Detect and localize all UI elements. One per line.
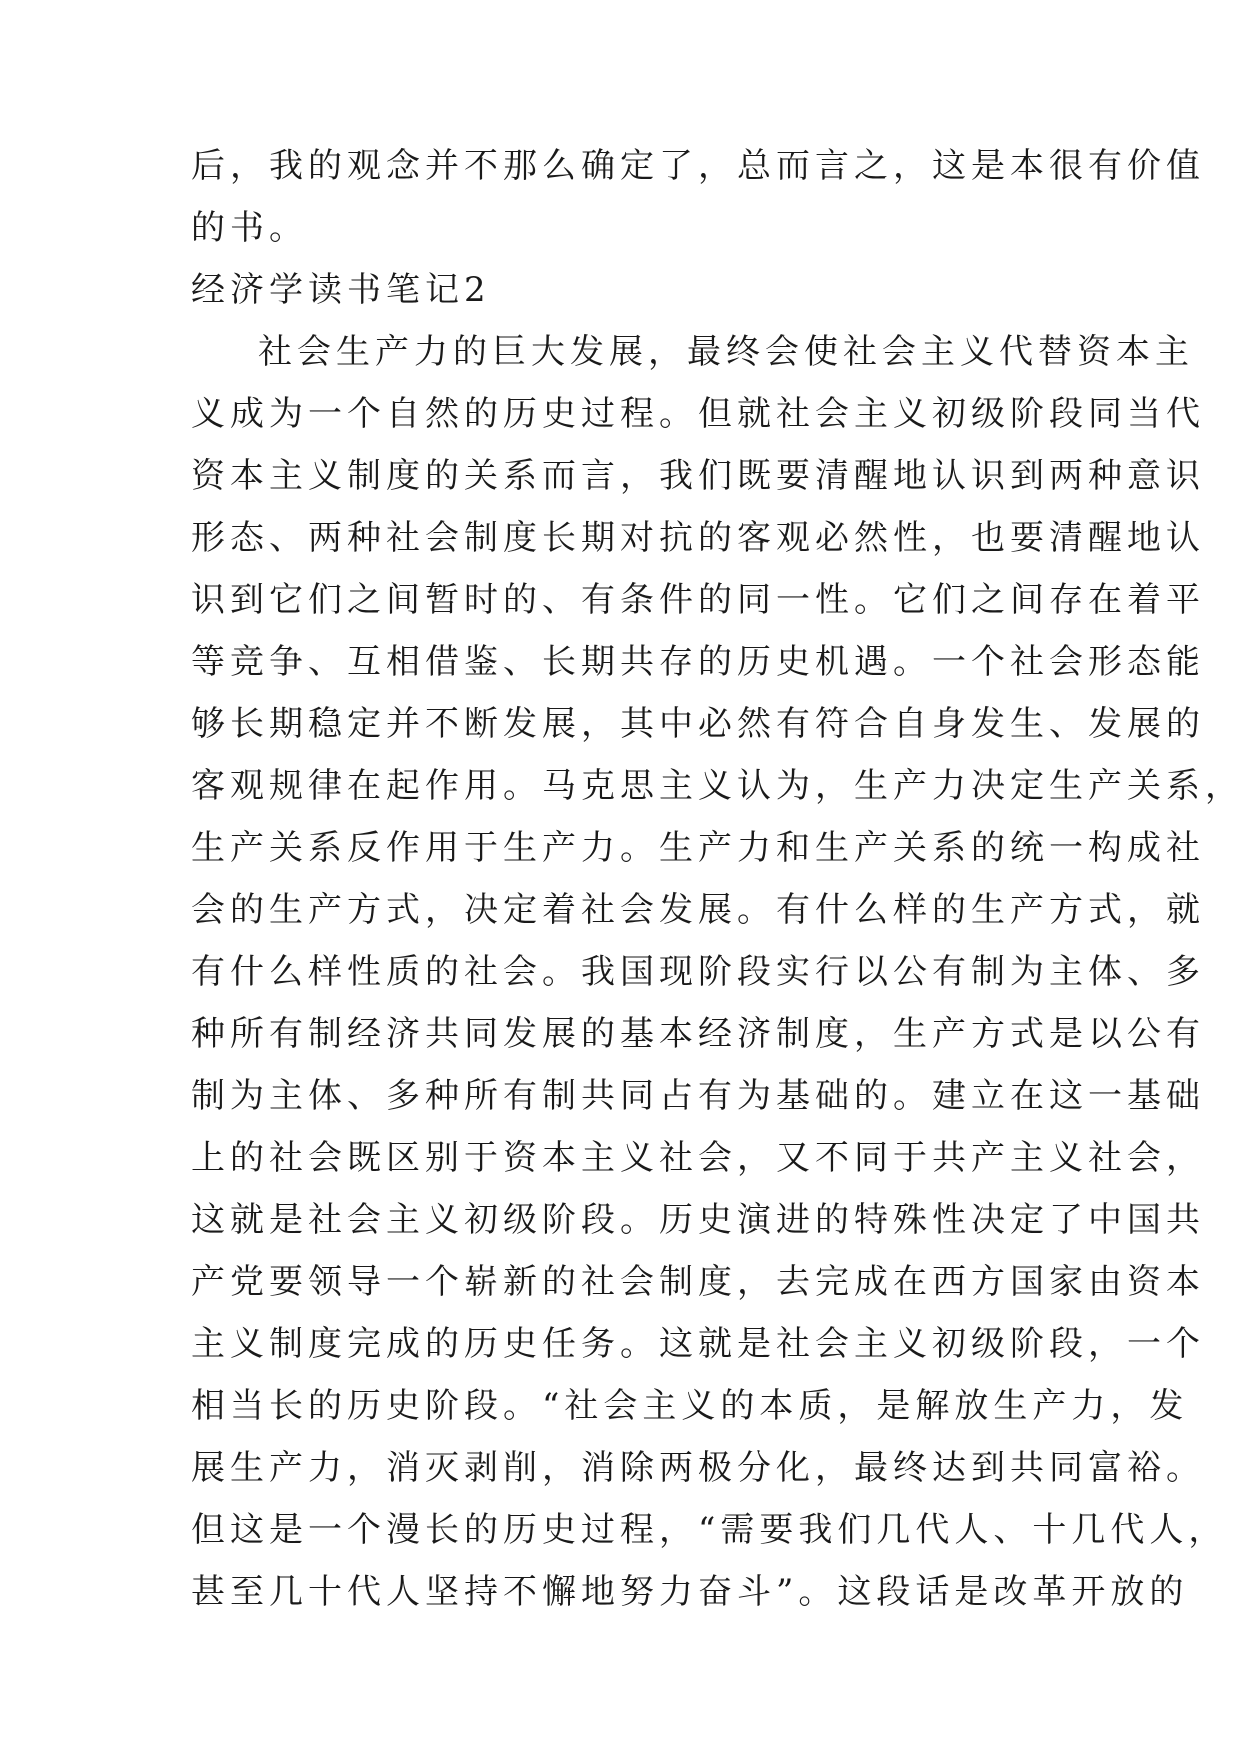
section-heading: 经济学读书笔记2 (191, 270, 491, 310)
text-line-7: 形态、两种社会制度长期对抗的客观必然性，也要清醒地认 (191, 518, 1205, 558)
text-line-21: 相当长的历史阶段。“社会主义的本质，是解放生产力，发 (191, 1386, 1189, 1426)
text-line-15: 种所有制经济共同发展的基本经济制度，生产方式是以公有 (191, 1014, 1205, 1054)
text-line-14: 有什么样性质的社会。我国现阶段实行以公有制为主体、多 (191, 952, 1205, 992)
text-line-23: 但这是一个漫长的历史过程，“需要我们几代人、十几代人， (191, 1510, 1228, 1550)
text-line-16: 制为主体、多种所有制共同占有为基础的。建立在这一基础 (191, 1076, 1205, 1116)
text-line-1: 后，我的观念并不那么确定了，总而言之，这是本很有价值 (191, 146, 1205, 186)
text-line-12: 生产关系反作用于生产力。生产力和生产关系的统一构成社 (191, 828, 1205, 868)
text-line-9: 等竞争、互相借鉴、长期共存的历史机遇。一个社会形态能 (191, 642, 1205, 682)
text-line-8: 识到它们之间暂时的、有条件的同一性。它们之间存在着平 (191, 580, 1205, 620)
text-line-18: 这就是社会主义初级阶段。历史演进的特殊性决定了中国共 (191, 1200, 1205, 1240)
text-line-5: 义成为一个自然的历史过程。但就社会主义初级阶段同当代 (191, 394, 1205, 434)
text-line-11: 客观规律在起作用。马克思主义认为，生产力决定生产关系， (191, 766, 1244, 806)
text-line-19: 产党要领导一个崭新的社会制度，去完成在西方国家由资本 (191, 1262, 1205, 1302)
text-line-6: 资本主义制度的关系而言，我们既要清醒地认识到两种意识 (191, 456, 1205, 496)
text-line-24: 甚至几十代人坚持不懈地努力奋斗”。这段话是改革开放的 (191, 1572, 1189, 1612)
text-line-13: 会的生产方式，决定着社会发展。有什么样的生产方式，就 (191, 890, 1205, 930)
text-line-2: 的书。 (191, 208, 308, 248)
text-line-4: 社会生产力的巨大发展，最终会使社会主义代替资本主 (258, 332, 1194, 372)
text-line-10: 够长期稳定并不断发展，其中必然有符合自身发生、发展的 (191, 704, 1205, 744)
text-line-17: 上的社会既区别于资本主义社会，又不同于共产主义社会， (191, 1138, 1205, 1178)
text-line-22: 展生产力，消灭剥削，消除两极分化，最终达到共同富裕。 (191, 1448, 1205, 1488)
text-line-20: 主义制度完成的历史任务。这就是社会主义初级阶段，一个 (191, 1324, 1205, 1364)
